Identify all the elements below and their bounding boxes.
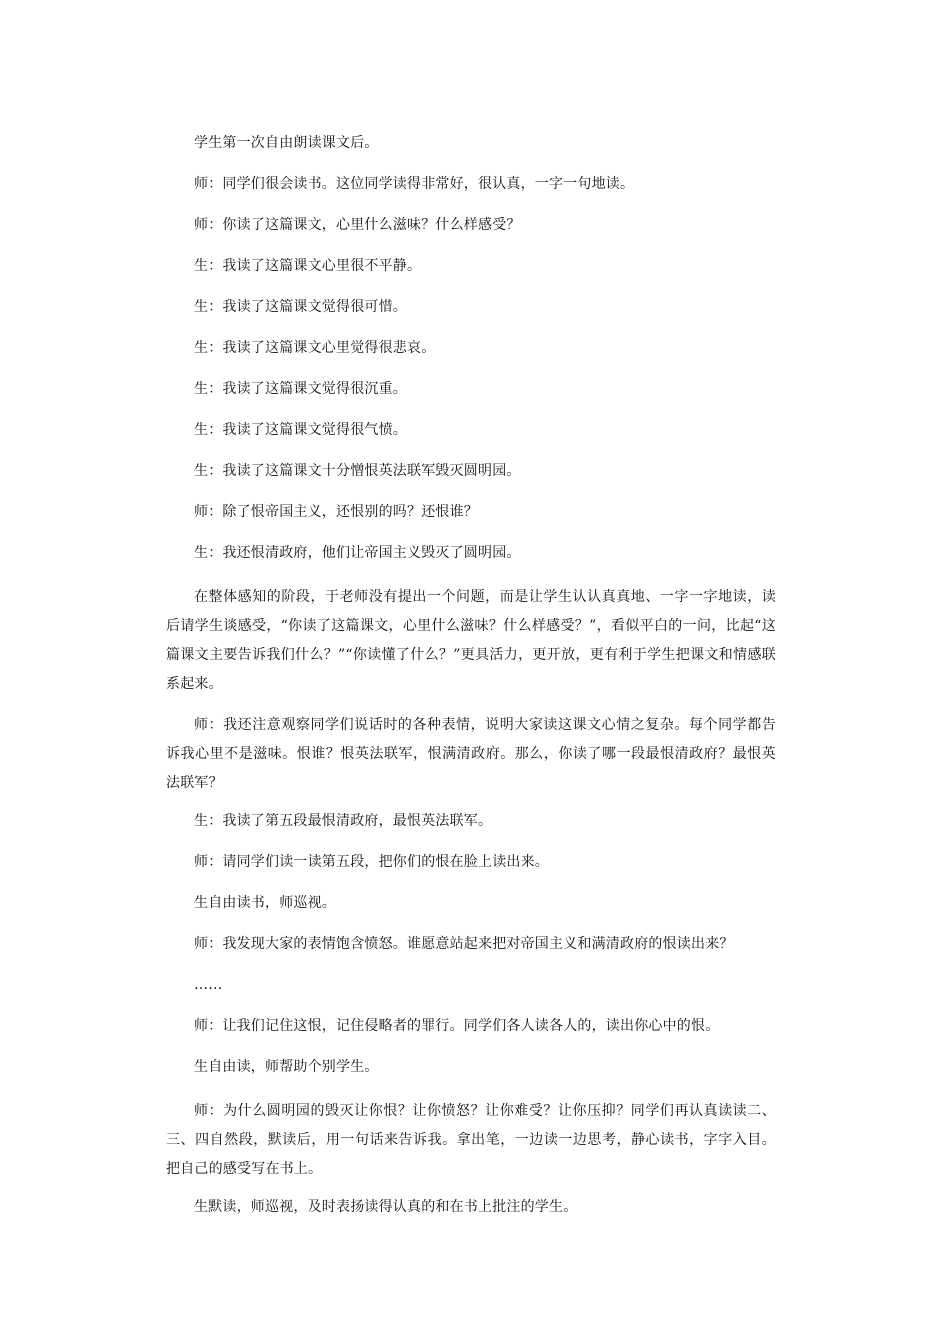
paragraph: 生：我读了这篇课文觉得很气愤。 (194, 422, 407, 438)
paragraph: 生自由读书，师巡视。 (194, 895, 336, 911)
paragraph: 师：我还注意观察同学们说话时的各种表情，说明大家读这课文心情之复杂。每个同学都告诉我心里不是滋味。恨谁？恨英法联军，恨满清政府。那么，你读了哪一段最恨清政府？最恨英法联军？ (166, 717, 776, 791)
paragraph: 师：你读了这篇课文，心里什么滋味？什么样感受？ (194, 217, 521, 233)
paragraph: …… (194, 977, 223, 993)
paragraph: 生默读，师巡视，及时表扬读得认真的和在书上批注的学生。 (194, 1199, 578, 1215)
paragraph: 生：我读了这篇课文十分憎恨英法联军毁灭圆明园。 (194, 463, 521, 479)
paragraph: 生：我读了第五段最恨清政府，最恨英法联军。 (194, 813, 493, 829)
paragraph: 师：我发现大家的表情饱含愤怒。谁愿意站起来把对帝国主义和满清政府的恨读出来？ (194, 936, 734, 952)
paragraph: 师：除了恨帝国主义，还恨别的吗？还恨谁？ (194, 504, 478, 520)
paragraph: 生：我读了这篇课文心里觉得很悲哀。 (194, 340, 436, 356)
paragraph: 生：我还恨清政府，他们让帝国主义毁灭了圆明园。 (194, 545, 521, 561)
paragraph: 师：为什么圆明园的毁灭让你恨？让你愤怒？让你难受？让你压抑？同学们再认真读读二、三、四自然段，默读后，用一句话来告诉我。拿出笔，一边读一边思考，静心读书，字字入目。把自己的感受写在书上。 (166, 1103, 776, 1177)
paragraph: 生：我读了这篇课文觉得很可惜。 (194, 299, 407, 315)
paragraph: 学生第一次自由朗读课文后。 (194, 135, 379, 151)
paragraph: 生：我读了这篇课文觉得很沉重。 (194, 381, 407, 397)
paragraph: 在整体感知的阶段，于老师没有提出一个问题，而是让学生认认真真地、一字一字地读，读后请学生谈感受，“你读了这篇课文，心里什么滋味？什么样感受？”，看似平白的一问，比起“这篇课文主要告诉我们什么？”“你读懂了什么？”更具活力，更开放，更有利于学生把课文和情感联系起来。 (166, 589, 776, 692)
paragraph: 师：让我们记住这恨，记住侵略者的罪行。同学们各人读各人的，读出你心中的恨。 (194, 1018, 720, 1034)
paragraph: 师：请同学们读一读第五段，把你们的恨在脸上读出来。 (194, 854, 549, 870)
document-body (166, 132, 776, 1237)
paragraph: 师：同学们很会读书。这位同学读得非常好，很认真，一字一句地读。 (194, 176, 635, 192)
paragraph: 生自由读，师帮助个别学生。 (194, 1059, 379, 1075)
paragraph: 生：我读了这篇课文心里很不平静。 (194, 258, 422, 274)
